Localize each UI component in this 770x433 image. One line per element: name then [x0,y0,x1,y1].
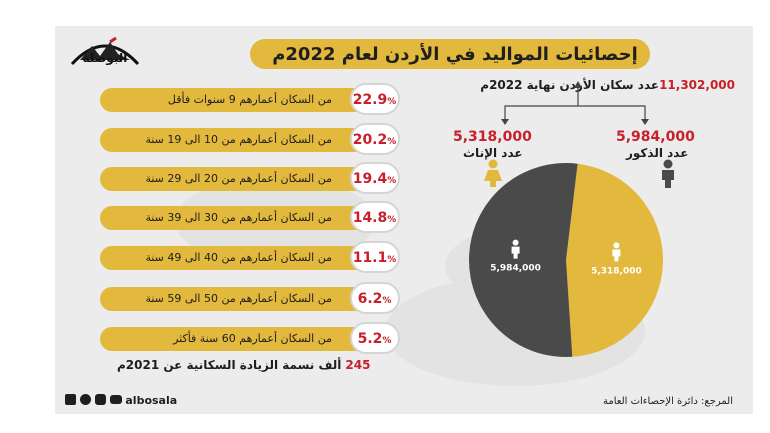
age-stat-label: من السكان أعمارهم من 40 الى 49 سنة [145,251,332,264]
age-stat-percent: 20.2 [352,132,388,148]
male-label: عدد الذكور [626,146,689,160]
percent-sign: % [387,176,397,186]
percent-sign: % [382,336,392,346]
tree-arrow-heads [501,81,649,125]
percent-sign: % [382,296,392,306]
page-title: إحصائيات المواليد في الأردن لعام 2022م [272,44,638,65]
age-stat-percent: 19.4 [352,171,388,187]
age-stat-label: من السكان أعمارهم من 50 الى 59 سنة [145,292,332,305]
gender-pie-chart [469,163,663,357]
age-stat-label: من السكان أعمارهم من 30 الى 39 سنة [145,211,332,224]
percent-sign: % [387,137,397,147]
tree-connector [505,84,645,122]
female-count: 5,318,000 [453,129,532,145]
age-stat-percent: 5.2 [357,331,383,347]
female-label: عدد الإناث [463,146,523,160]
male-count: 5,984,000 [616,129,695,145]
pie-slice-male [469,163,578,357]
age-stat-percent: 11.1 [352,250,388,266]
percent-sign: % [387,97,397,107]
population-label: عدد سكان الأردن نهاية 2022م [480,78,660,92]
percent-sign: % [387,215,397,225]
age-stat-label: من السكان أعمارهم من 20 الى 29 سنة [145,172,332,185]
increase-value: 245 [345,358,371,372]
social-handle[interactable] [65,394,177,407]
source-reference: المرجع: دائرة الإحصاءات العامة [603,396,733,407]
youtube-icon[interactable] [110,395,122,404]
twitter-icon[interactable] [80,394,91,405]
age-stat-percent: 14.8 [352,210,388,226]
male-icon [662,160,674,189]
percent-sign: % [387,255,397,265]
pie-slice-label: 5,984,000 [490,263,541,274]
instagram-icon[interactable] [95,394,106,405]
facebook-icon[interactable] [65,394,76,405]
age-stat-label: من السكان أعمارهم 60 سنة فأكثر [173,332,332,345]
age-stat-label: من السكان أعمارهم من 10 الى 19 سنة [145,133,332,146]
logo-text: البوصلة [82,51,128,65]
handle-text[interactable]: albosala [125,394,178,407]
age-stat-percent: 6.2 [357,291,383,307]
age-stat-label: من السكان أعمارهم 9 سنوات فأقل [167,93,332,106]
increase-label: ألف نسمة الزيادة السكانية عن 2021م [117,358,342,372]
infographic-card [55,26,753,414]
population-total: 11,302,000 [659,78,735,92]
population-tree-chart [55,26,753,414]
female-icon [484,160,502,188]
age-stat-percent: 22.9 [352,92,388,108]
pie-slice-label: 5,318,000 [591,266,642,277]
